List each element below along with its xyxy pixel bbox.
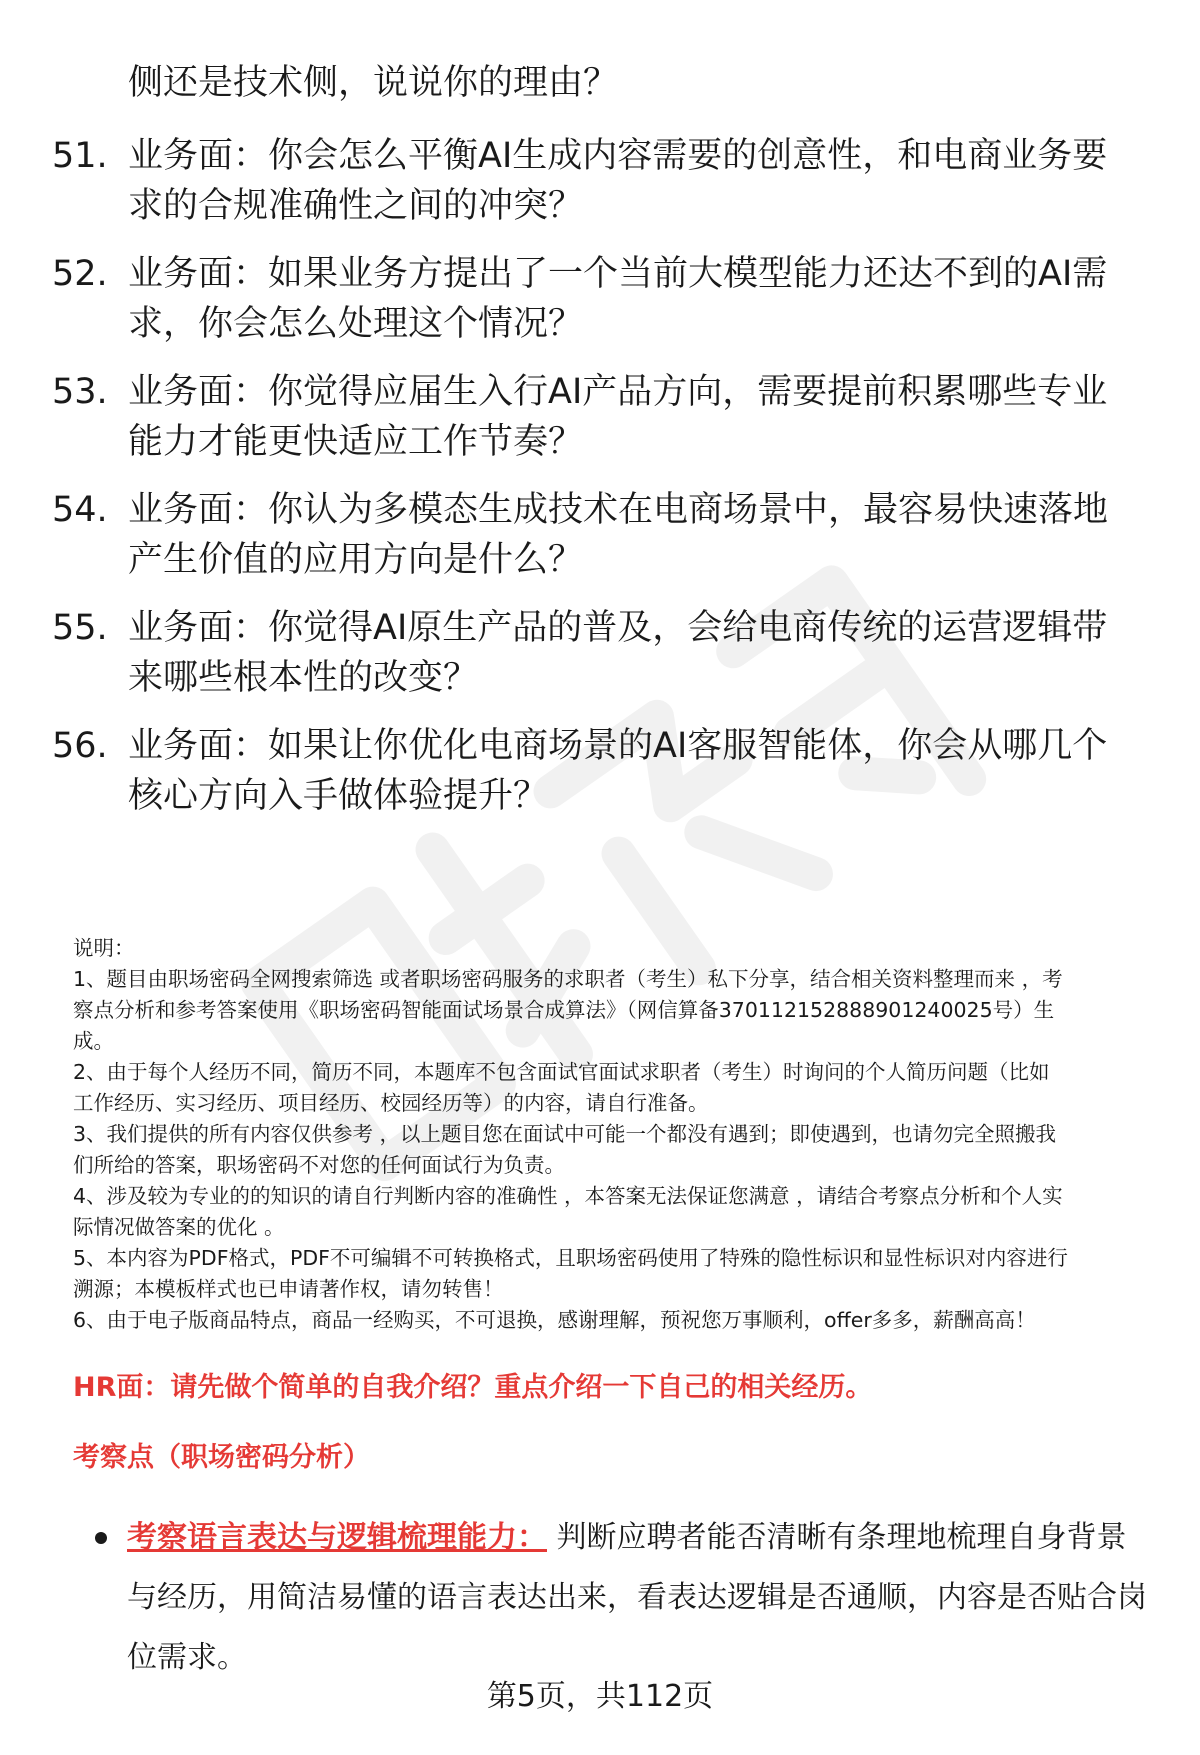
bullet-dot-icon (95, 1532, 107, 1544)
question-text (128, 485, 1138, 585)
analysis-bullet-text (127, 1508, 1147, 1688)
question-text (128, 131, 1138, 231)
notes-line: 说明： (73, 936, 135, 960)
notes-line: 3、我们提供的所有内容仅供参考 ，以上题目您在面试中可能一个都没有遇到；即使遇到，也请勿完全照搬我 (73, 1122, 1057, 1146)
question-text (128, 249, 1138, 349)
question-line: 业务面：你觉得应届生入行AI产品方向，需要提前积累哪些专业 (128, 372, 1108, 412)
notes-line: 溯源；本模板样式也已申请著作权，请勿转售！ (73, 1277, 504, 1301)
question-number: 53. (52, 372, 108, 412)
notes-line: 5、本内容为PDF格式，PDF不可编辑不可转换格式，且职场密码使用了特殊的隐性标识和显性标识对内容进行 (73, 1246, 1068, 1270)
hr-question-heading: HR面：请先做个简单的自我介绍？重点介绍一下自己的相关经历。 (73, 1372, 873, 1403)
analysis-bullet-title: 考察语言表达与逻辑梳理能力： (127, 1520, 547, 1555)
question-continuation: 侧还是技术侧，说说你的理由？ (128, 63, 619, 103)
question-text (128, 603, 1138, 703)
analysis-heading: 考察点（职场密码分析） (73, 1442, 370, 1473)
notes-line: 4、涉及较为专业的的知识的请自行判断内容的准确性 ，本答案无法保证您满意 ，请结合考察点分析和个人实 (73, 1184, 1063, 1208)
question-number: 56. (52, 726, 108, 766)
question-line: 业务面：你认为多模态生成技术在电商场景中，最容易快速落地 (128, 490, 1109, 530)
notes-line: 工作经历、实习经历、项目经历、校园经历等）的内容，请自行准备。 (73, 1091, 709, 1115)
question-number: 54. (52, 490, 108, 530)
notes-line: 2、由于每个人经历不同，简历不同，本题库不包含面试官面试求职者（考生）时询问的个人简历问题（比如 (73, 1060, 1050, 1084)
question-line: 业务面：你会怎么平衡AI生成内容需要的创意性，和电商业务要 (128, 136, 1108, 176)
notes-line: 成。 (73, 1029, 114, 1053)
question-text (128, 367, 1138, 467)
question-line: 来哪些根本性的改变？ (128, 658, 479, 698)
notes-line: 际情况做答案的优化 。 (73, 1215, 285, 1239)
question-line: 能力才能更快适应工作节奏？ (128, 422, 584, 462)
notes-line: 察点分析和参考答案使用《职场密码智能面试场景合成算法》（网信算备370112152888901240025号）生 (73, 998, 1055, 1022)
analysis-bullet-body: 判断应聘者能否清晰有条理地梳理自身背景与经历，用简洁易懂的语言表达出来，看表达逻辑是否通顺，内容是否贴合岗位需求。 (127, 1520, 1147, 1675)
notes-line: 1、题目由职场密码全网搜索筛选 或者职场密码服务的求职者（考生）私下分享，结合相关资料整理而来 ，考 (73, 967, 1063, 991)
question-line: 求，你会怎么处理这个情况？ (128, 304, 584, 344)
page-footer: 第5页，共112页 (486, 1679, 714, 1714)
notes-section (73, 933, 1163, 1336)
question-line: 求的合规准确性之间的冲突？ (128, 186, 584, 226)
notes-line: 们所给的答案，职场密码不对您的任何面试行为负责。 (73, 1153, 565, 1177)
question-line: 产生价值的应用方向是什么？ (128, 540, 584, 580)
question-line: 业务面：如果让你优化电商场景的AI客服智能体，你会从哪几个 (128, 726, 1108, 766)
question-number: 51. (52, 136, 108, 176)
question-line: 业务面：你觉得AI原生产品的普及，会给电商传统的运营逻辑带 (128, 608, 1108, 648)
question-line: 业务面：如果业务方提出了一个当前大模型能力还达不到的AI需 (128, 254, 1108, 294)
notes-line: 6、由于电子版商品特点，商品一经购买，不可退换，感谢理解，预祝您万事顺利，offer多多，薪酬高高！ (73, 1308, 1036, 1332)
question-number: 55. (52, 608, 108, 648)
question-text (128, 721, 1138, 821)
question-line: 核心方向入手做体验提升？ (128, 776, 549, 816)
question-number: 52. (52, 254, 108, 294)
